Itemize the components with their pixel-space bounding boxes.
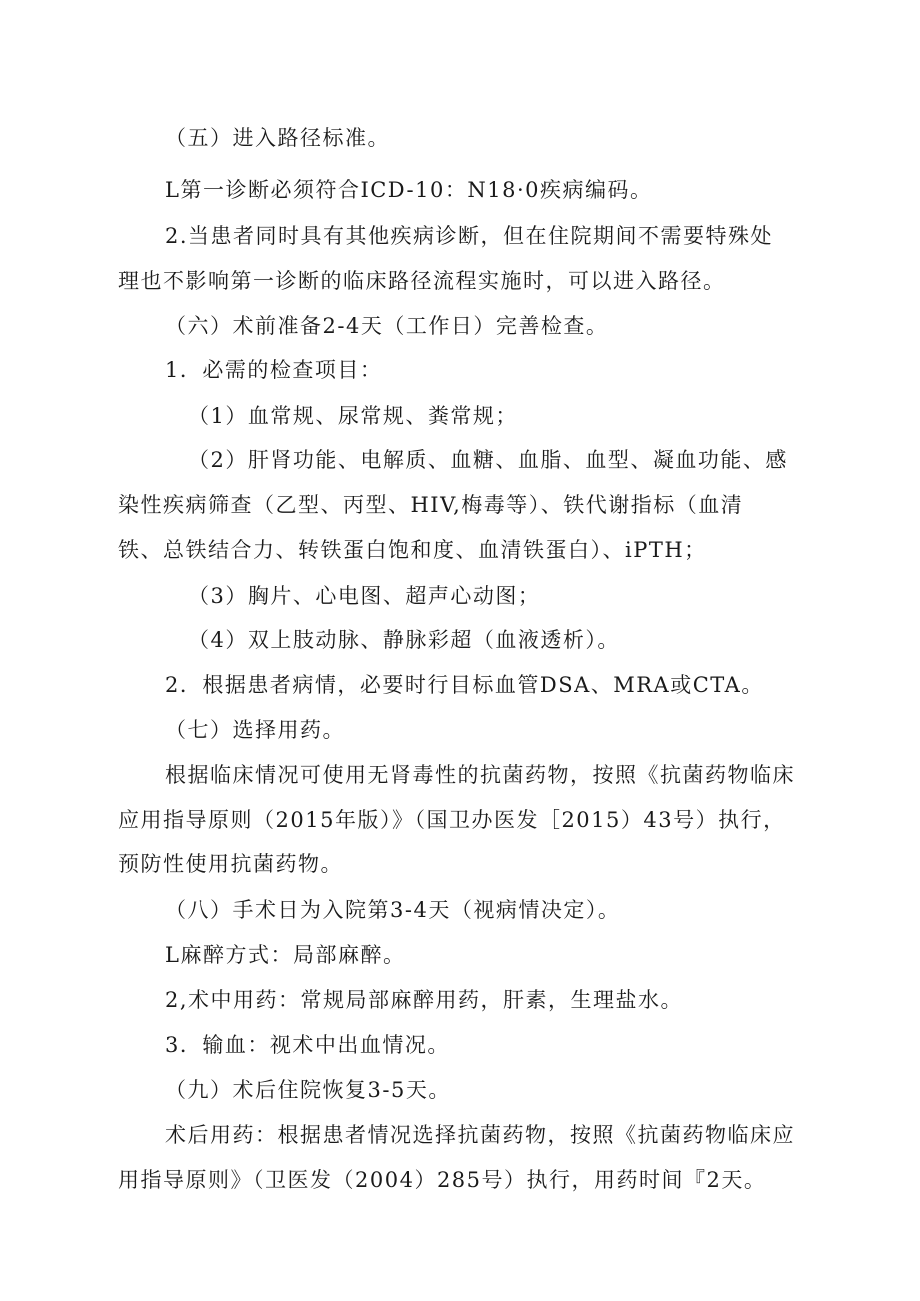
section-7-heading: （七）选择用药。	[165, 718, 345, 742]
paragraph-line: 预防性使用抗菌药物。	[118, 852, 343, 876]
paragraph-line: 1．必需的检查项目：	[165, 358, 383, 382]
paragraph-line: 染性疾病筛查（乙型、丙型、HIV,梅毒等）、铁代谢指标（血清	[118, 493, 744, 517]
paragraph-line: 理也不影响第一诊断的临床路径流程实施时，可以进入路径。	[118, 269, 726, 293]
paragraph-line: 用指导原则》（卫医发（2004）285号）执行，用药时间『2天。	[118, 1168, 767, 1192]
paragraph-line: L麻醉方式：局部麻醉。	[165, 943, 406, 967]
list-item: （1）血常规、尿常规、粪常规；	[188, 404, 518, 428]
list-item: （3）胸片、心电图、超声心动图；	[188, 584, 541, 608]
paragraph-line: 3．输血：视术中出血情况。	[165, 1033, 450, 1057]
list-item: （4）双上肢动脉、静脉彩超（血液透析）。	[188, 628, 620, 652]
paragraph-line: L第一诊断必须符合ICD-10：N18·0疾病编码。	[165, 178, 653, 202]
paragraph-line: 根据临床情况可使用无肾毒性的抗菌药物，按照《抗菌药物临床	[165, 763, 795, 787]
paragraph-line: 2.当患者同时具有其他疾病诊断，但在住院期间不需要特殊处	[165, 224, 774, 248]
paragraph-line: 铁、总铁结合力、转铁蛋白饱和度、血清铁蛋白）、iPTH；	[118, 538, 707, 562]
paragraph-line: 术后用药：根据患者情况选择抗菌药物，按照《抗菌药物临床应	[165, 1123, 795, 1147]
section-9-heading: （九）术后住院恢复3-5天。	[165, 1078, 451, 1102]
paragraph-line: 2,术中用药：常规局部麻醉用药，肝素，生理盐水。	[165, 988, 684, 1012]
paragraph-line: 应用指导原则（2015年版）》（国卫办医发［2015）43号）执行，	[118, 808, 786, 832]
paragraph-line: 2．根据患者病情，必要时行目标血管DSA、MRA或CTA。	[165, 673, 764, 697]
section-6-heading: （六）术前准备2-4天（工作日）完善检查。	[165, 314, 609, 338]
section-8-heading: （八）手术日为入院第3-4天（视病情决定）。	[165, 898, 621, 922]
section-5-heading: （五）进入路径标准。	[165, 126, 390, 150]
list-item: （2）肝肾功能、电解质、血糖、血脂、血型、凝血功能、感	[188, 448, 788, 472]
